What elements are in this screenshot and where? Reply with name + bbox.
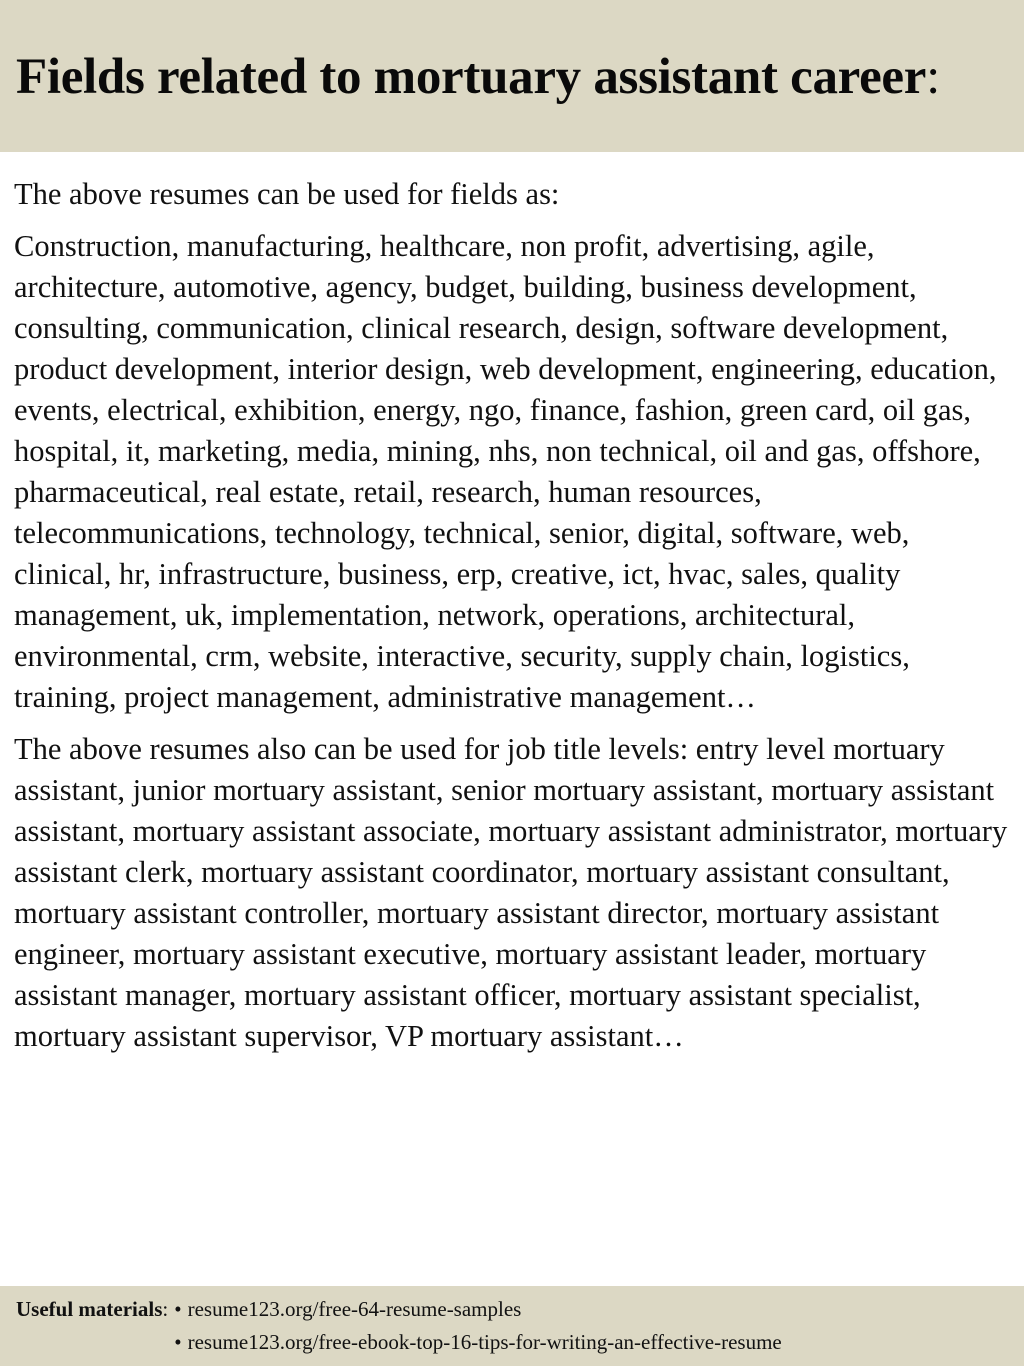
bullet-icon: • [174,1297,182,1321]
useful-materials-label-text: Useful materials [16,1297,163,1321]
bullet-icon: • [174,1330,182,1354]
page-title [16,46,940,108]
slide-body [14,174,1014,1057]
useful-materials-links [174,1293,782,1359]
useful-materials-separator: : [162,1297,169,1321]
footer-link-text: resume123.org/free-ebook-top-16-tips-for-writing-an-effective-resume [187,1330,782,1354]
footer-link-resume-samples[interactable] [174,1293,782,1326]
slide-footer [0,1286,1024,1366]
slide-header [0,0,1024,152]
footer-link-text: resume123.org/free-64-resume-samples [187,1297,522,1321]
job-titles-list: The above resumes also can be used for job title levels: entry level mortuary assistant, junior mortuary assistant, senior mortuary assistant, mortuary assistant assistant, mortuary assistant associate, mortuary assistant administrator, mortuary assistant clerk, mortuary assistant coordinator, mortuary assistant consultant, mortuary assistant controller, mortuary assistant director, mortuary assistant engineer, mortuary assistant executive, mortuary assistant leader, mortuary assistant manager, mortuary assistant officer, mortuary assistant specialist, mortuary assistant supervisor, VP mortuary assistant… [14,732,1008,1053]
page-title-colon: : [926,49,940,105]
fields-list: Construction, manufacturing, healthcare, non profit, advertising, agile, architecture, automotive, agency, budget, building, business development, consulting, communication, clinical research, design, software development, product development, interior design, web development, engineering, education, events, electrical, exhibition, energy, ngo, finance, fashion, green card, oil gas, hospital, it, marketing, media, mining, nhs, non technical, oil and gas, offshore, pharmaceutical, real estate, retail, research, human resources, telecommunications, technology, technical, senior, digital, software, web, clinical, hr, infrastructure, business, erp, creative, ict, hvac, sales, quality management, uk, implementation, network, operations, architectural, environmental, crm, website, interactive, security, supply chain, logistics, training, project management, administrative management… [14,229,997,714]
footer-link-ebook-tips[interactable] [174,1326,782,1359]
useful-materials-label [16,1293,168,1359]
useful-materials [16,1293,782,1359]
page-title-text: Fields related to mortuary assistant career [16,49,927,105]
intro-text: The above resumes can be used for fields as: [14,177,560,211]
